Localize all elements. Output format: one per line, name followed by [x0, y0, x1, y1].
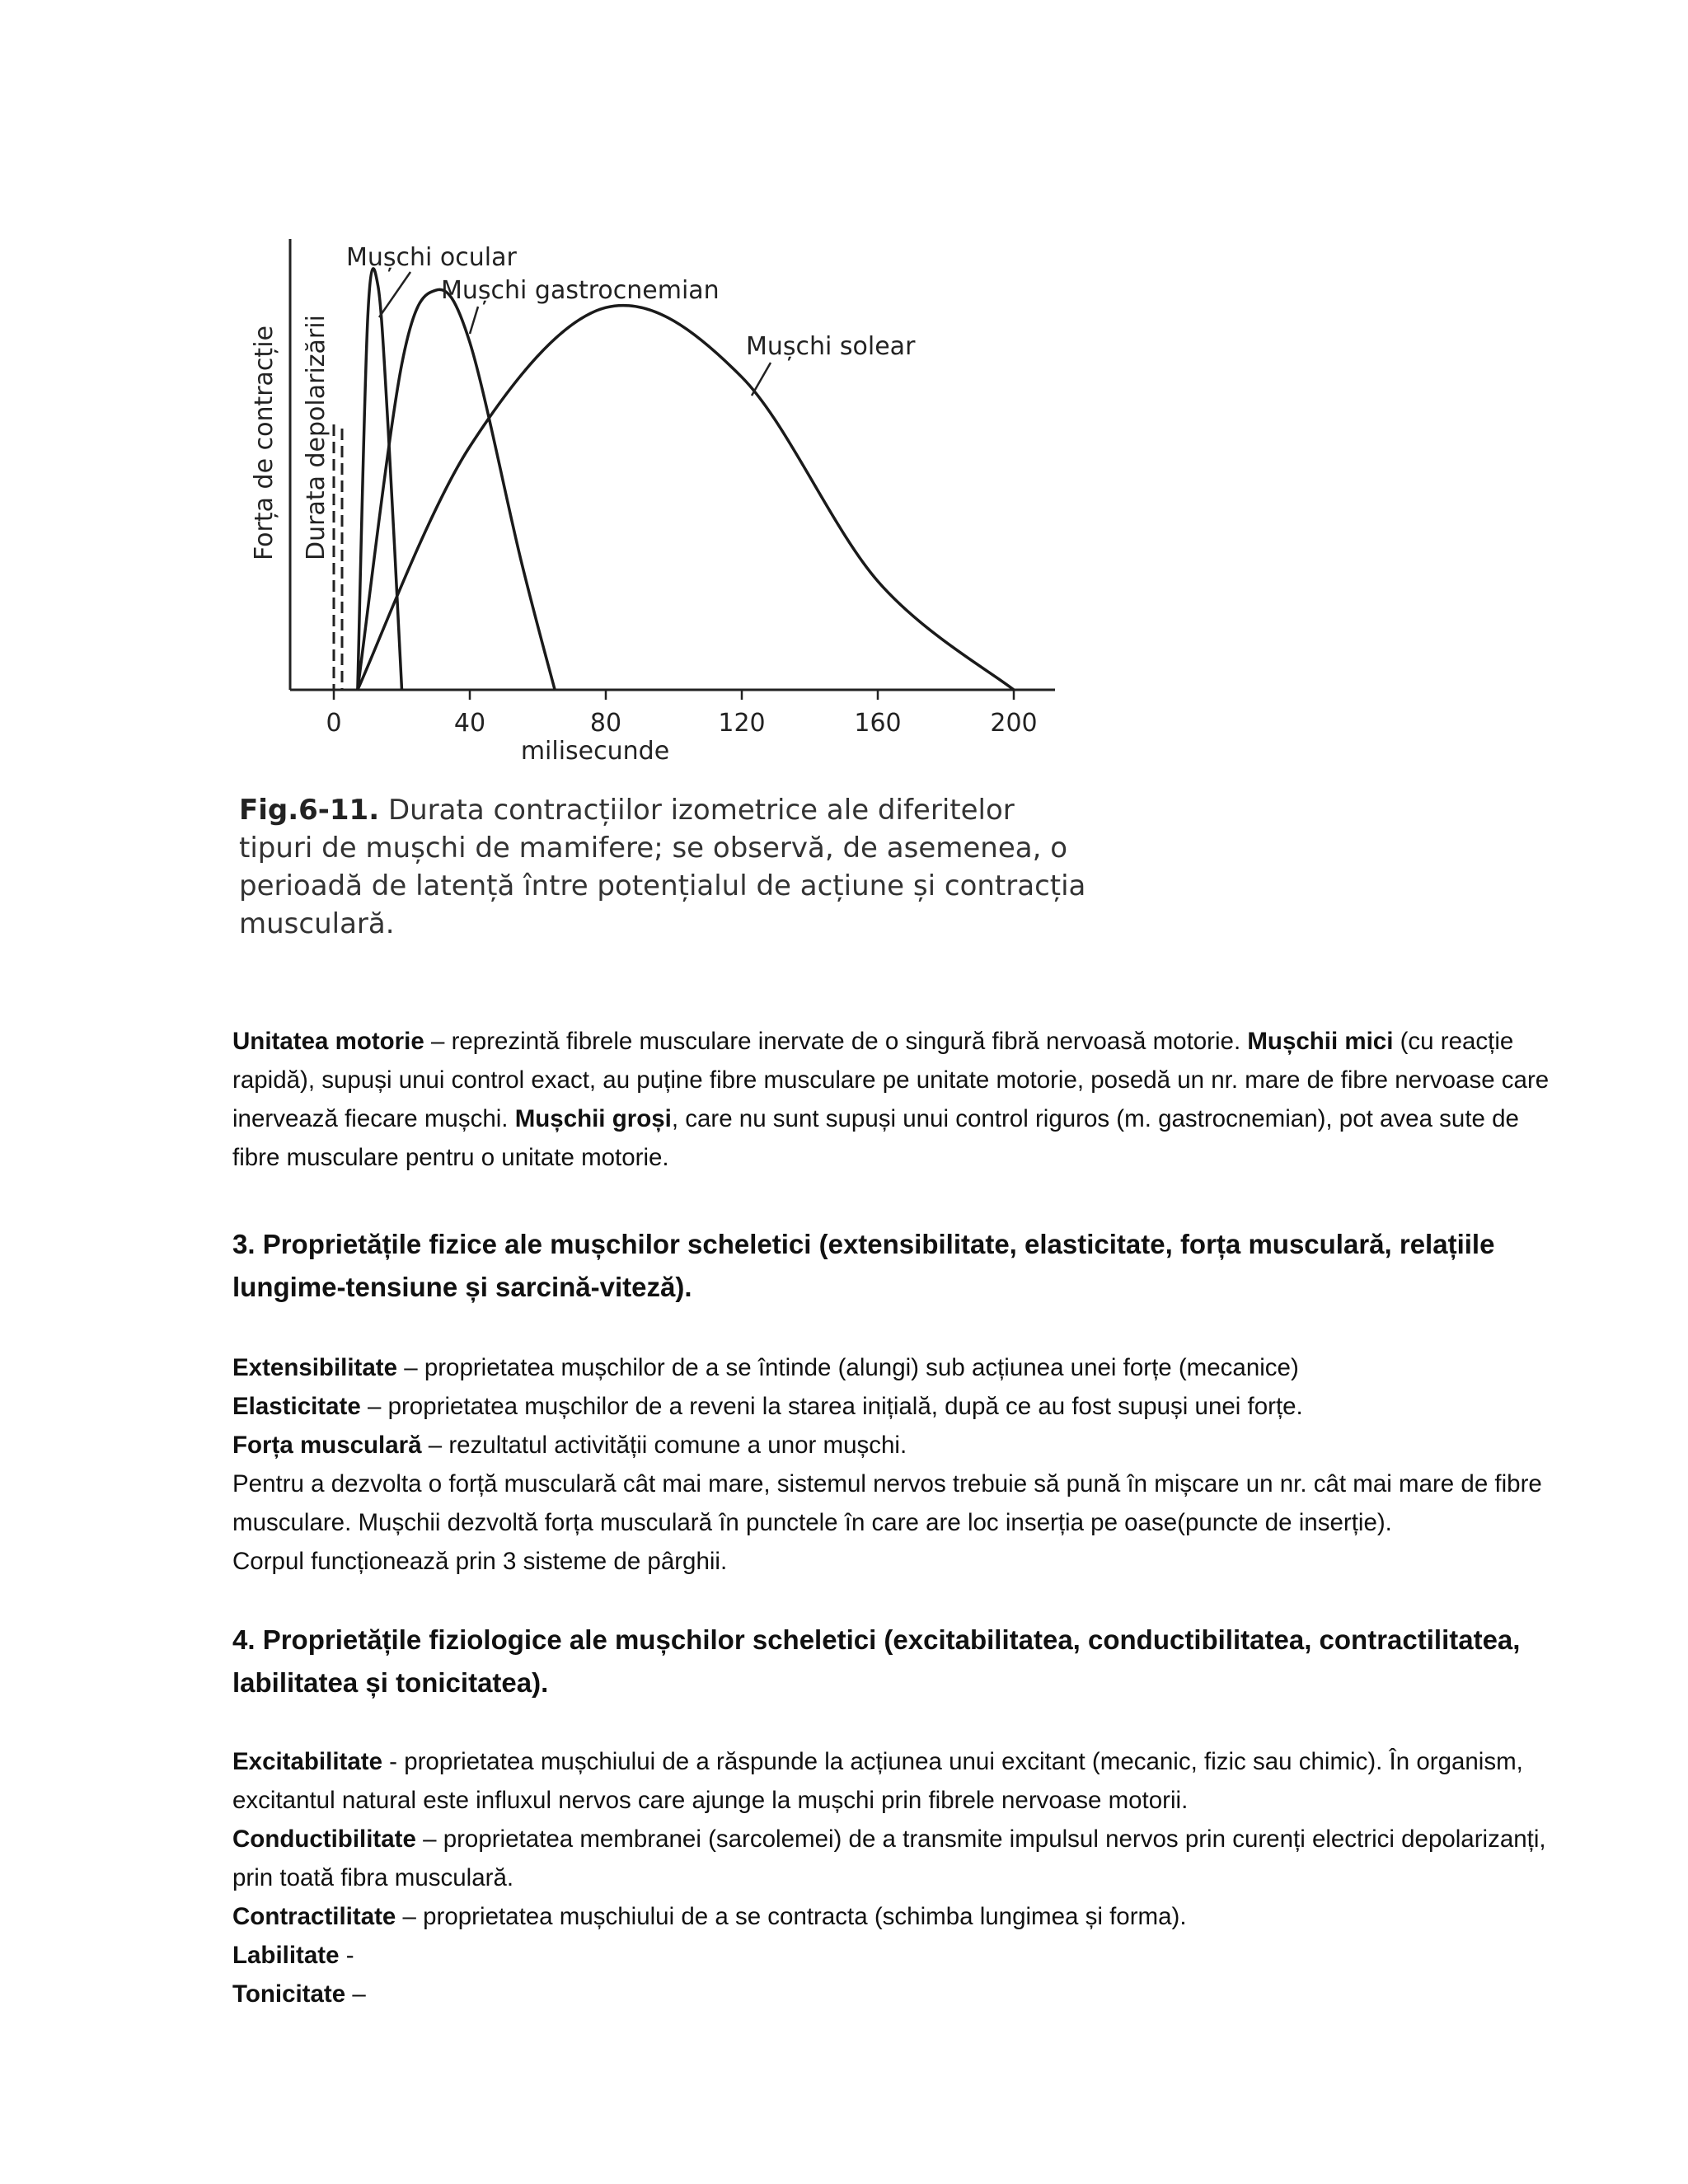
line-lability: [232, 1936, 1568, 1975]
caption-text: Durata contracțiilor izometrice ale diferitelor tipuri de mușchi de mamifere; se observă, de asemenea, o perioadă de latență între potențialul de acțiune și contracția musculară.: [239, 794, 1086, 940]
arrow-ocular: [379, 272, 410, 317]
line-force: [232, 1426, 1568, 1465]
figure-caption: [239, 791, 1088, 943]
label-solear: Mușchi solear: [746, 332, 916, 361]
text-conductibility: – proprietatea membranei (sarcolemei) de a transmite impulsul nervos prin curenți electrici depolarizanți, prin toată fibra musculară.: [232, 1825, 1546, 1891]
term-large-muscles: Mușchii groși: [514, 1105, 672, 1132]
term-elasticity: Elasticitate: [232, 1393, 361, 1420]
paragraph-force-detail: Pentru a dezvolta o forță musculară cât mai mare, sistemul nervos trebuie să pună în mișcare un nr. cât mai mare de fibre musculare. Mușchii dezvoltă forța musculară în punctele în care are loc inserția pe oase(puncte de inserție).: [232, 1470, 1542, 1536]
x-tick-label-4: 160: [854, 709, 902, 738]
curve-gastrocnemian: [358, 289, 555, 690]
section-4-body: [232, 1742, 1568, 2013]
line-extensibility: [232, 1348, 1568, 1387]
caption-label: Fig.6-11.: [239, 794, 380, 827]
term-excitability: Excitabilitate: [232, 1748, 382, 1775]
heading-section-3: 3. Proprietățile fizice ale mușchilor scheletici (extensibilitate, elasticitate, forța musculară, relațiile lungime-tensiune și sarcină-viteză).: [232, 1229, 1495, 1302]
motor-unit-paragraph: [232, 1022, 1568, 1177]
x-axis-label: milisecunde: [520, 737, 670, 766]
text-elasticity: – proprietatea mușchilor de a reveni la starea inițială, după ce au fost supuși unei forțe.: [360, 1393, 1303, 1420]
text-extensibility: – proprietatea mușchilor de a se întinde (alungi) sub acțiunea unei forțe (mecanice): [397, 1354, 1299, 1381]
section-3-body: [232, 1348, 1568, 1581]
arrow-gastro: [470, 307, 478, 334]
text-contractility: – proprietatea mușchiului de a se contracta (schimba lungimea și forma).: [396, 1903, 1187, 1930]
text-excitability: - proprietatea mușchiului de a răspunde la acțiunea unui excitant (mecanic, fizic sau chimic). În organism, excitantul natural este influxul nervos care ajunge la mușchi prin fibrele nervoase motorii.: [232, 1748, 1523, 1814]
y-axis-label: Forța de contracție: [250, 326, 279, 560]
curve-solear: [358, 306, 1014, 690]
label-gastro: Mușchi gastrocnemian: [441, 276, 720, 305]
curves: [358, 269, 1014, 690]
text-lability: -: [339, 1942, 354, 1969]
term-motor-unit: Unitatea motorie: [232, 1028, 424, 1055]
text-tonicity: –: [345, 1980, 366, 2008]
depolarization-label: Durata depolarizării: [302, 315, 331, 560]
x-tick-label-1: 40: [453, 709, 486, 738]
x-tick-label-5: 200: [990, 709, 1038, 738]
line-excitability: [232, 1742, 1568, 1820]
text-small-muscles: (cu reacție rapidă), supuși unui control exact, au puține fibre musculare pe unitate motorie, posedă un nr. mare de fibre nervoase care inervează fiecare mușchi.: [232, 1028, 1550, 1132]
text-force: – rezultatul activității comune a unor mușchi.: [421, 1432, 907, 1459]
heading-section-4: 4. Proprietățile fiziologice ale mușchilor scheletici (excitabilitatea, conductibilitatea, contractilitatea, labilitatea și tonicitatea).: [232, 1624, 1521, 1698]
text-motor-unit: – reprezintă fibrele musculare inervate de o singură fibră nervoasă motorie.: [424, 1028, 1248, 1055]
line-conductibility: [232, 1820, 1568, 1897]
x-tick-label-0: 0: [326, 709, 342, 738]
muscle-contraction-figure: [231, 223, 1088, 964]
arrow-solear: [752, 363, 771, 396]
term-lability: Labilitate: [232, 1942, 340, 1969]
line-elasticity: [232, 1387, 1568, 1426]
term-conductibility: Conductibilitate: [232, 1825, 416, 1853]
x-tick-label-2: 80: [589, 709, 622, 738]
line-contractility: [232, 1897, 1568, 1936]
paragraph-levers: Corpul funcționează prin 3 sisteme de pârghii.: [232, 1548, 728, 1575]
term-force: Forța musculară: [232, 1432, 422, 1459]
term-small-muscles: Mușchii mici: [1247, 1028, 1394, 1055]
term-extensibility: Extensibilitate: [232, 1354, 398, 1381]
term-contractility: Contractilitate: [232, 1903, 396, 1930]
x-ticks: [326, 690, 1037, 738]
text-large-muscles: , care nu sunt supuși unui control riguros (m. gastrocnemian), pot avea sute de fibre musculare pentru o unitate motorie.: [232, 1105, 1519, 1171]
label-ocular: Mușchi ocular: [346, 243, 517, 272]
line-tonicity: [232, 1975, 1568, 2013]
term-tonicity: Tonicitate: [232, 1980, 346, 2008]
x-tick-label-3: 120: [718, 709, 766, 738]
